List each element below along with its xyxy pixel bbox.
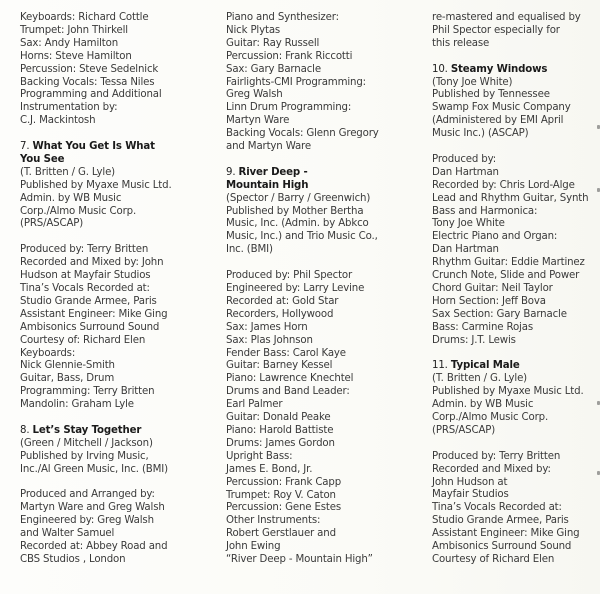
credit-line: Tina’s Vocals Recorded at: bbox=[432, 502, 562, 514]
credit-line: Crunch Note, Slide and Power bbox=[432, 270, 580, 282]
credit-line: Keyboards: bbox=[20, 347, 76, 359]
credit-line: Drums: James Gordon bbox=[226, 437, 335, 449]
credit-line: Recorded at: Gold Star bbox=[226, 295, 339, 307]
publishing-line: Admin. by WB Music bbox=[432, 399, 534, 411]
credit-line: Recorded by: Chris Lord-Alge bbox=[432, 179, 575, 191]
credit-line: Percussion: Frank Riccotti bbox=[226, 50, 353, 62]
publishing-line: (T. Britten / G. Lyle) bbox=[20, 166, 116, 178]
publishing-line: Inc. (BMI) bbox=[226, 244, 273, 256]
credit-line: John Ewing bbox=[226, 541, 281, 553]
credit-line: Hudson at Mayfair Studios bbox=[20, 270, 151, 282]
credits-column-3 bbox=[432, 12, 600, 580]
credit-line: Fairlights-CMI Programming: bbox=[226, 76, 366, 88]
publishing-line: (Green / Mitchell / Jackson) bbox=[20, 437, 153, 449]
credit-line: Sax: Plas Johnson bbox=[226, 334, 313, 346]
credit-line: Backing Vocals: Glenn Gregory bbox=[226, 128, 379, 140]
credit-line: Produced by: bbox=[432, 153, 497, 165]
track-title: Steamy Windows bbox=[450, 63, 548, 75]
track-number: 10. bbox=[432, 63, 448, 75]
credit-line: Engineered by: Greg Walsh bbox=[20, 515, 154, 527]
track-title: River Deep - bbox=[238, 166, 308, 178]
credit-line: Linn Drum Programming: bbox=[226, 102, 352, 114]
track-title: Typical Male bbox=[450, 360, 520, 372]
publishing-line: (Administered by EMI April bbox=[432, 115, 564, 127]
credit-line: Horn Section: Jeff Bova bbox=[432, 295, 546, 307]
credit-line: Piano and Synthesizer: bbox=[226, 12, 339, 23]
credit-line: Assistant Engineer: Mike Ging bbox=[20, 308, 168, 320]
credit-line: Piano: Lawrence Knechtel bbox=[226, 373, 354, 385]
credits-column-2 bbox=[226, 12, 406, 580]
credit-line: Ambisonics Surround Sound bbox=[432, 541, 572, 553]
credit-line: Nick Plytas bbox=[226, 24, 281, 36]
publishing-line: Published by Tennessee bbox=[432, 89, 550, 101]
credit-line: Ambisonics Surround Sound bbox=[20, 321, 160, 333]
credit-line: Drums: J.T. Lewis bbox=[432, 334, 516, 346]
credits-block bbox=[432, 154, 600, 348]
track-title: What You Get Is What bbox=[32, 141, 155, 153]
credit-line: Mayfair Studios bbox=[432, 489, 509, 501]
track-number: 11. bbox=[432, 360, 448, 372]
credit-line: Tina’s Vocals Recorded at: bbox=[20, 283, 150, 294]
credit-line: Nick Glennie-Smith bbox=[20, 360, 115, 372]
track-number: 8. bbox=[20, 424, 30, 436]
credit-line: this release bbox=[432, 37, 490, 49]
credit-line: Recorded and Mixed by: John bbox=[20, 257, 164, 269]
credit-line: Bass: Carmine Rojas bbox=[432, 321, 533, 333]
credit-line: Horns: Steve Hamilton bbox=[20, 50, 132, 62]
credit-line: Sax: James Horn bbox=[226, 321, 308, 333]
credits-block bbox=[432, 12, 600, 51]
credit-line: Percussion: Frank Capp bbox=[226, 476, 342, 488]
publishing-line: (T. Britten / G. Lyle) bbox=[432, 373, 528, 385]
credit-line: Chord Guitar: Neil Taylor bbox=[432, 283, 553, 294]
track-header bbox=[432, 360, 600, 437]
track-title: Mountain High bbox=[226, 179, 309, 191]
credit-line: Percussion: Steve Sedelnick bbox=[20, 63, 159, 75]
credit-line: Percussion: Gene Estes bbox=[226, 502, 342, 514]
credit-line: Assistant Engineer: Mike Ging bbox=[432, 528, 580, 540]
publishing-line: Published by Myaxe Music Ltd. bbox=[432, 386, 584, 398]
credit-line: Programming: Terry Britten bbox=[20, 386, 155, 398]
credit-line: Mandolin: Graham Lyle bbox=[20, 399, 134, 411]
credits-block bbox=[20, 244, 200, 412]
credit-line: Recorders, Hollywood bbox=[226, 308, 334, 320]
track-title-line bbox=[20, 141, 200, 154]
credit-line: Other Instruments: bbox=[226, 515, 321, 527]
publishing-line: Published by Irving Music, bbox=[20, 450, 149, 462]
publishing-line: Swamp Fox Music Company bbox=[432, 102, 571, 114]
credit-line: Sax: Gary Barnacle bbox=[226, 63, 321, 75]
credit-line: Sax: Andy Hamilton bbox=[20, 37, 119, 49]
credit-line: Courtesy of: Richard Elen bbox=[20, 334, 146, 346]
publishing-line: Corp./Almo Music Corp. bbox=[20, 205, 137, 217]
track-title-line bbox=[226, 180, 406, 193]
credit-line: Bass and Harmonica: bbox=[432, 205, 538, 217]
credit-line: C.J. Mackintosh bbox=[20, 115, 96, 127]
publishing-line: Published by Myaxe Music Ltd. bbox=[20, 179, 172, 191]
credit-line: James E. Bond, Jr. bbox=[226, 463, 313, 475]
track-title-line bbox=[20, 154, 200, 167]
publishing-line: Inc./Al Green Music, Inc. (BMI) bbox=[20, 463, 168, 475]
publishing-line: Admin. by WB Music bbox=[20, 192, 122, 204]
credit-line: Programming and Additional bbox=[20, 89, 162, 101]
credit-line: Recorded and Mixed by: bbox=[432, 463, 551, 475]
track-header bbox=[432, 64, 600, 141]
credit-line: Drums and Band Leader: bbox=[226, 386, 350, 398]
credit-line: Trumpet: John Thirkell bbox=[20, 24, 128, 36]
credit-line: Studio Grande Armee, Paris bbox=[20, 295, 157, 307]
credit-line: CBS Studios , London bbox=[20, 554, 126, 565]
track-title-line bbox=[20, 425, 200, 438]
track-header bbox=[20, 425, 200, 477]
credit-line: Courtesy of Richard Elen bbox=[432, 554, 555, 565]
track-title-line bbox=[432, 360, 600, 373]
publishing-line: (PRS/ASCAP) bbox=[432, 424, 496, 436]
credit-line: Produced by: Phil Spector bbox=[226, 270, 353, 282]
credits-column-1 bbox=[20, 12, 200, 580]
credits-block bbox=[432, 451, 600, 567]
credits-block bbox=[20, 12, 200, 128]
credit-line: Earl Palmer bbox=[226, 399, 283, 411]
credit-line: Greg Walsh bbox=[226, 89, 283, 101]
credit-line: Instrumentation by: bbox=[20, 102, 118, 114]
publishing-line: (Spector / Barry / Greenwich) bbox=[226, 192, 371, 204]
credit-line: Phil Spector especially for bbox=[432, 24, 560, 36]
credit-line: Engineered by: Larry Levine bbox=[226, 283, 365, 294]
credit-line: “River Deep - Mountain High” bbox=[226, 554, 373, 566]
track-number: 7. bbox=[20, 141, 30, 153]
credit-line: Electric Piano and Organ: bbox=[432, 231, 558, 243]
credit-line: Guitar: Barney Kessel bbox=[226, 360, 333, 372]
credits-block bbox=[226, 12, 406, 154]
credit-line: Produced by: Terry Britten bbox=[432, 450, 561, 462]
credit-line: Studio Grande Armee, Paris bbox=[432, 515, 569, 527]
track-header bbox=[226, 167, 406, 257]
credit-line: Keyboards: Richard Cottle bbox=[20, 12, 149, 23]
track-title: You See bbox=[20, 153, 65, 165]
credit-line: Guitar, Bass, Drum bbox=[20, 373, 115, 385]
publishing-line: Music Inc.) (ASCAP) bbox=[432, 128, 529, 140]
credit-line: Dan Hartman bbox=[432, 166, 499, 178]
credit-line: Tony Joe White bbox=[432, 218, 505, 230]
credit-line: Guitar: Donald Peake bbox=[226, 412, 331, 424]
credit-line: Produced by: Terry Britten bbox=[20, 244, 149, 256]
credit-line: Fender Bass: Carol Kaye bbox=[226, 347, 346, 359]
publishing-line: Music, Inc.) and Trio Music Co., bbox=[226, 231, 378, 243]
credit-line: and Martyn Ware bbox=[226, 141, 311, 153]
credits-block bbox=[226, 270, 406, 567]
credit-line: Piano: Harold Battiste bbox=[226, 424, 334, 436]
track-header bbox=[20, 141, 200, 231]
credit-line: Produced and Arranged by: bbox=[20, 489, 155, 501]
credit-line: John Hudson at bbox=[432, 476, 508, 488]
publishing-line: Published by Mother Bertha bbox=[226, 205, 364, 217]
track-number: 9. bbox=[226, 166, 236, 178]
credit-line: Sax Section: Gary Barnacle bbox=[432, 308, 567, 320]
credit-line: Guitar: Ray Russell bbox=[226, 37, 320, 49]
publishing-line: (Tony Joe White) bbox=[432, 76, 513, 88]
credit-line: Trumpet: Roy V. Caton bbox=[226, 489, 336, 501]
credit-line: Backing Vocals: Tessa Niles bbox=[20, 76, 155, 88]
credit-line: re-mastered and equalised by bbox=[432, 12, 581, 23]
credit-line: Robert Gerstlauer and bbox=[226, 528, 336, 540]
track-title: Let’s Stay Together bbox=[32, 424, 142, 436]
credit-line: Martyn Ware bbox=[226, 115, 290, 127]
credit-line: Lead and Rhythm Guitar, Synth bbox=[432, 192, 589, 204]
credit-line: and Walter Samuel bbox=[20, 528, 115, 540]
track-title-line bbox=[226, 167, 406, 180]
credit-line: Recorded at: Abbey Road and bbox=[20, 541, 168, 553]
credit-line: Dan Hartman bbox=[432, 244, 499, 256]
publishing-line: Corp./Almo Music Corp. bbox=[432, 412, 549, 424]
publishing-line: Music, Inc. (Admin. by Abkco bbox=[226, 218, 369, 230]
credit-line: Upright Bass: bbox=[226, 450, 293, 462]
credit-line: Martyn Ware and Greg Walsh bbox=[20, 502, 165, 514]
track-title-line bbox=[432, 64, 600, 77]
credit-line: Rhythm Guitar: Eddie Martinez bbox=[432, 257, 585, 269]
credits-block bbox=[20, 489, 200, 566]
publishing-line: (PRS/ASCAP) bbox=[20, 218, 84, 230]
